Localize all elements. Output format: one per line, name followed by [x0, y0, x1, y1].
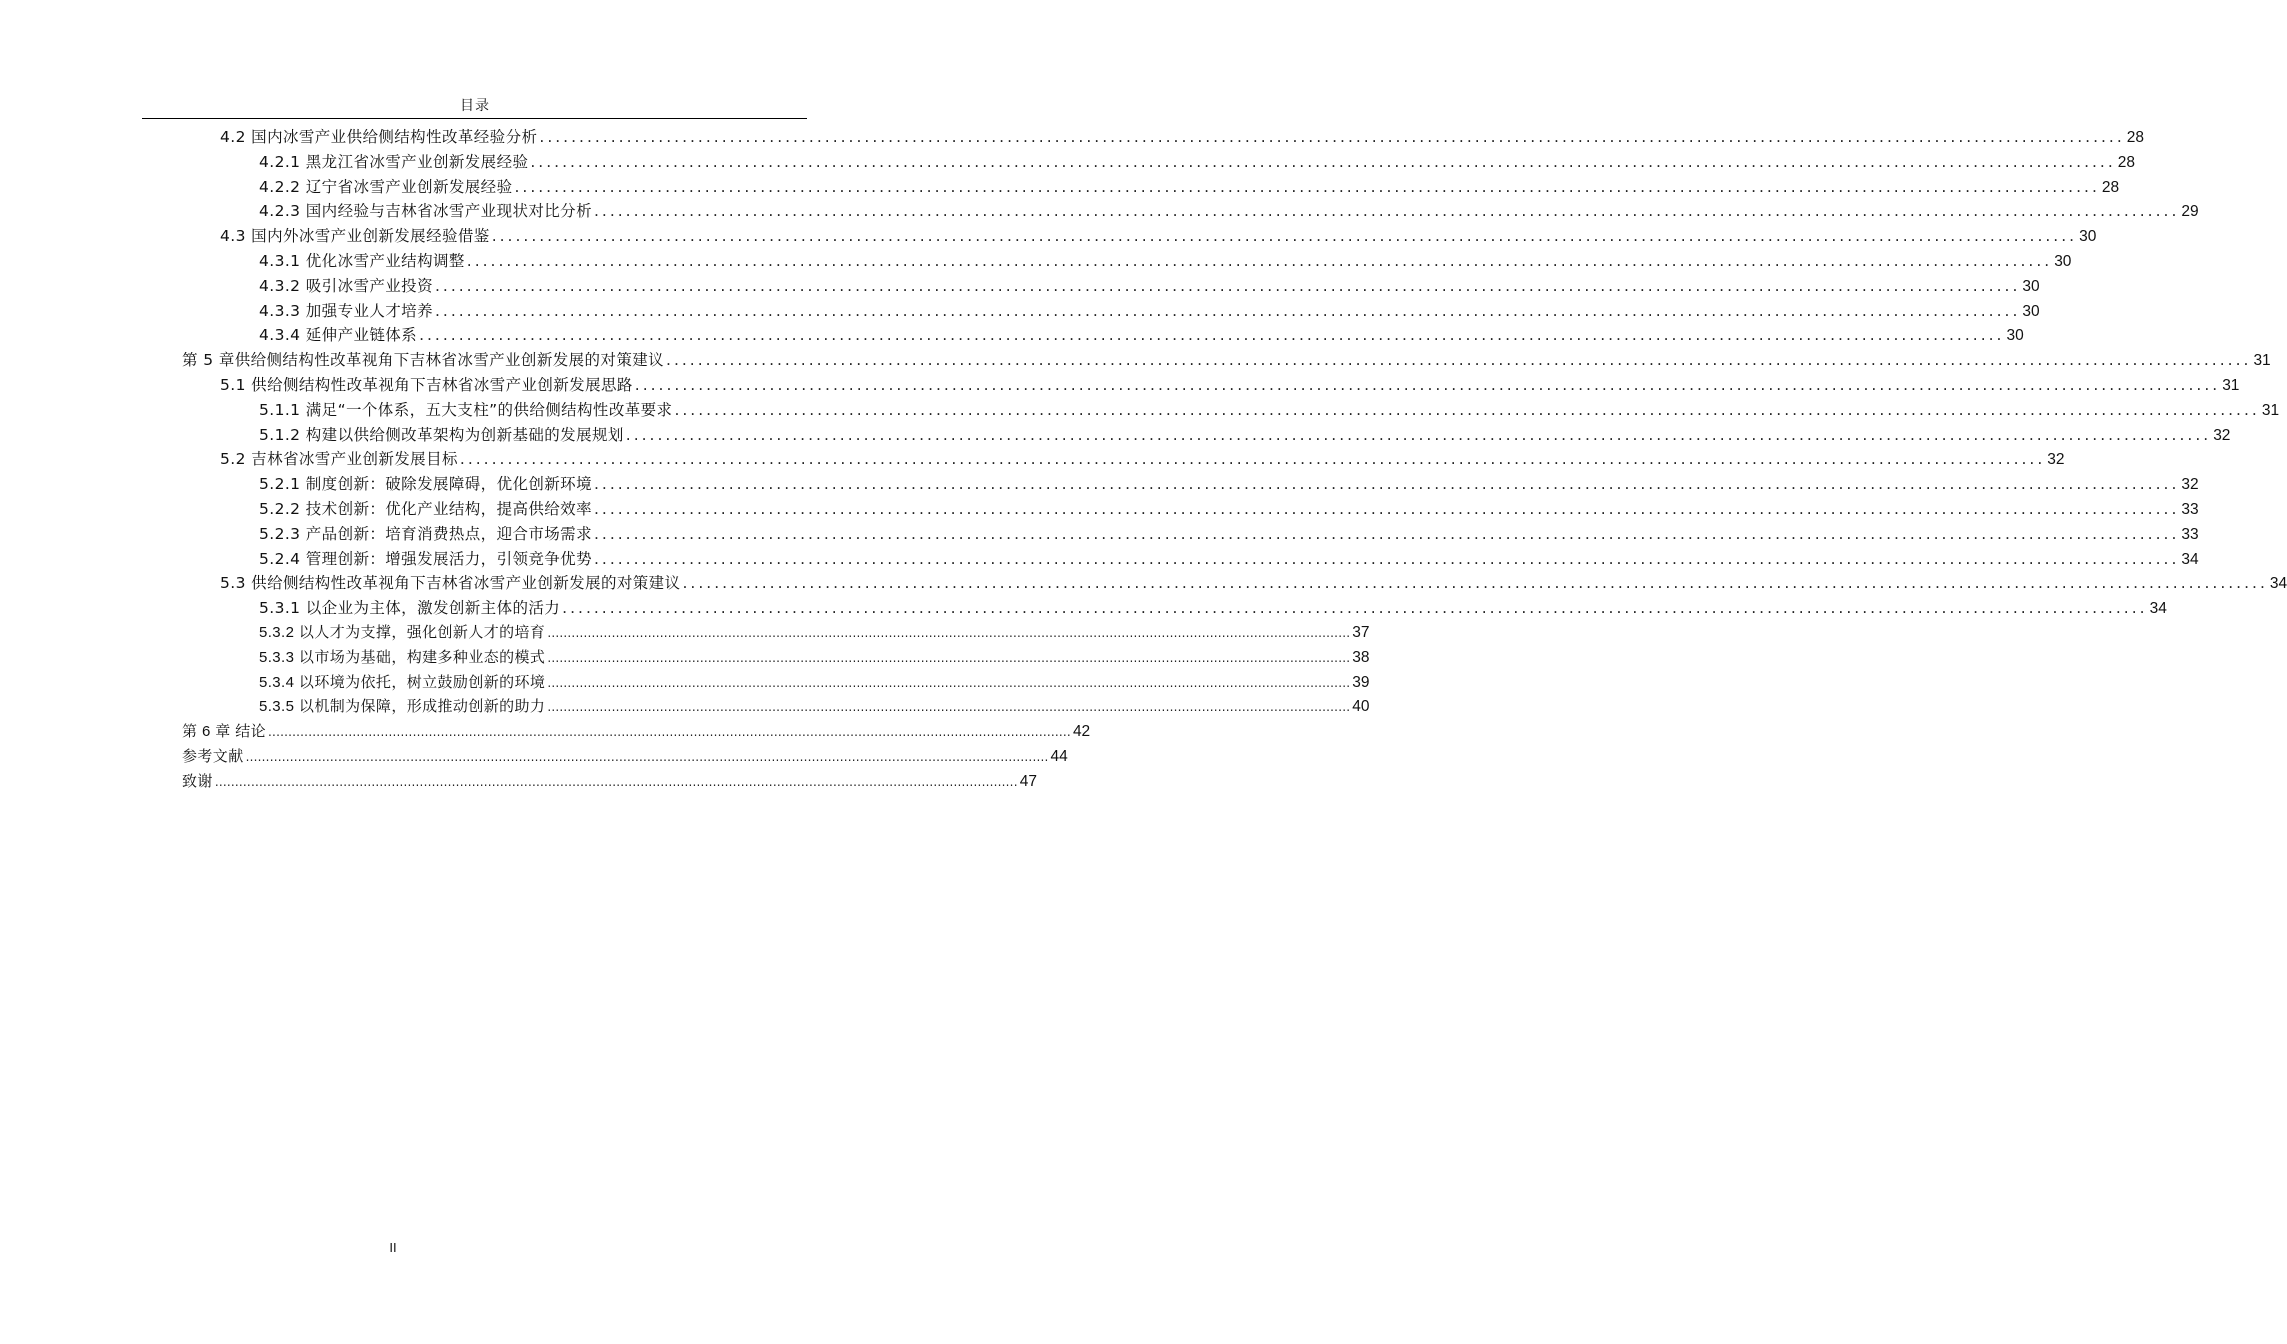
toc-entry-page-number: 28 [2126, 129, 2145, 146]
toc-entry[interactable] [182, 373, 2240, 398]
toc-entry-page-number: 40 [1352, 698, 1370, 716]
toc-dot-leader: ........................................................................................................................................................................................................ [666, 351, 2252, 370]
toc-entry[interactable] [182, 671, 1370, 696]
toc-dot-leader: ........................................................................................................................................................................................................ [547, 700, 1351, 715]
toc-entry-title: 第 5 章供给侧结构性改革视角下吉林省冰雪产业创新发展的对策建议 [182, 351, 665, 370]
toc-dot-leader: ........................................................................................................................................................................................................ [682, 574, 2268, 593]
toc-dot-leader: ........................................................................................................................................................................................................ [514, 177, 2100, 196]
toc-entry-title: 4.2 国内冰雪产业供给侧结构性改革经验分析 [220, 128, 538, 146]
toc-dot-leader: ........................................................................................................................................................................................................ [562, 599, 2148, 618]
toc-entry-page-number: 33 [2181, 500, 2199, 518]
toc-dot-leader: ........................................................................................................................................................................................................ [593, 475, 2180, 494]
toc-dot-leader: ........................................................................................................................................................................................................ [593, 549, 2180, 568]
toc-dot-leader: ........................................................................................................................................................................................................ [214, 774, 1018, 789]
toc-entry-page-number: 47 [1019, 772, 1037, 790]
toc-entry-title: 5.2 吉林省冰雪产业创新发展目标 [220, 450, 458, 469]
toc-entry-title: 4.3.2 吸引冰雪产业投资 [259, 276, 433, 295]
toc-dot-leader: ........................................................................................................................................................................................................ [530, 152, 2116, 171]
toc-entry-page-number: 32 [2181, 476, 2199, 494]
toc-entry[interactable] [182, 596, 2167, 621]
toc-entry-page-number: 32 [2047, 451, 2065, 469]
toc-entry-title: 4.2.2 辽宁省冰雪产业创新发展经验 [259, 177, 513, 196]
toc-entry-page-number: 39 [1352, 673, 1370, 691]
toc-entry-title: 5.3.5 以机制为保障，形成推动创新的助力 [259, 698, 546, 716]
toc-entry-page-number: 28 [2117, 153, 2136, 171]
toc-entry-title: 5.3.1 以企业为主体，激发创新主体的活力 [259, 599, 561, 618]
toc-dot-leader: ........................................................................................................................................................................................................ [547, 650, 1351, 665]
toc-dot-leader: ........................................................................................................................................................................................................ [434, 276, 2021, 295]
toc-entry-page-number: 34 [2149, 600, 2167, 618]
toc-dot-leader: ........................................................................................................................................................................................................ [419, 326, 2005, 345]
toc-entry-title: 5.1.1 满足“一个体系，五大支柱”的供给侧结构性改革要求 [259, 400, 673, 419]
toc-dot-leader: ........................................................................................................................................................................................................ [593, 202, 2180, 221]
toc-entry-title: 4.2.3 国内经验与吉林省冰雪产业现状对比分析 [259, 202, 592, 221]
toc-entry[interactable] [182, 323, 2024, 348]
toc-entry-page-number: 30 [2022, 302, 2040, 320]
toc-entry[interactable] [182, 423, 2231, 448]
toc-entry-page-number: 37 [1352, 623, 1370, 641]
page-header-title: 目录 [460, 98, 490, 114]
toc-entry[interactable] [182, 695, 1370, 720]
toc-dot-leader: ........................................................................................................................................................................................................ [625, 425, 2212, 444]
toc-entry-page-number: 42 [1072, 723, 1091, 741]
toc-dot-leader: ........................................................................................................................................................................................................ [593, 524, 2180, 543]
toc-entry[interactable] [182, 497, 2199, 522]
toc-entry-page-number: 29 [2181, 203, 2199, 221]
toc-entry[interactable] [182, 621, 1370, 646]
toc-entry-title: 5.2.1 制度创新：破除发展障碍，优化创新环境 [259, 475, 592, 494]
toc-entry[interactable] [182, 125, 2145, 150]
toc-entry-page-number: 31 [2261, 401, 2280, 419]
toc-entry-page-number: 30 [2022, 277, 2040, 295]
toc-entry-page-number: 31 [2253, 352, 2271, 370]
toc-entry[interactable] [182, 348, 2271, 373]
toc-entry-page-number: 38 [1352, 648, 1370, 666]
toc-entry-title: 4.2.1 黑龙江省冰雪产业创新发展经验 [259, 152, 529, 171]
toc-entry-title: 5.3.3 以市场为基础，构建多种业态的模式 [259, 648, 546, 666]
toc-entry[interactable] [182, 547, 2199, 572]
toc-entry[interactable] [182, 249, 2072, 274]
toc-entry-title: 4.3.4 延伸产业链体系 [259, 326, 418, 345]
toc-dot-leader: ........................................................................................................................................................................................................ [268, 725, 1071, 740]
toc-entry[interactable] [182, 770, 1037, 795]
toc-entry[interactable] [182, 299, 2040, 324]
toc-entry-title: 5.1.2 构建以供给侧改革架构为创新基础的发展规划 [259, 425, 624, 444]
toc-entry-title: 4.3.3 加强专业人才培养 [259, 301, 433, 320]
toc-entry-title: 第 6 章 结论 [182, 723, 267, 741]
toc-entry[interactable] [182, 274, 2040, 299]
toc-entry[interactable] [182, 150, 2136, 175]
toc-dot-leader: ........................................................................................................................................................................................................ [466, 251, 2053, 270]
toc-entry-title: 5.3.4 以环境为依托，树立鼓励创新的环境 [259, 673, 546, 691]
toc-entry[interactable] [182, 447, 2065, 472]
toc-dot-leader: ........................................................................................................................................................................................................ [434, 301, 2021, 320]
toc-entry-title: 4.3 国内外冰雪产业创新发展经验借鉴 [220, 227, 490, 246]
toc-entry[interactable] [182, 472, 2199, 497]
toc-entry[interactable] [182, 745, 1068, 770]
toc-entry-page-number: 32 [2213, 426, 2231, 444]
toc-dot-leader: ........................................................................................................................................................................................................ [547, 625, 1351, 640]
header-divider [142, 118, 807, 119]
toc-entry-title: 5.3.2 以人才为支撑，强化创新人才的培育 [259, 623, 546, 641]
toc-entry-page-number: 30 [2079, 228, 2097, 246]
toc-entry-page-number: 33 [2181, 525, 2199, 543]
toc-dot-leader: ........................................................................................................................................................................................................ [674, 400, 2260, 419]
toc-entry[interactable] [182, 398, 2280, 423]
toc-entry-title: 5.2.2 技术创新：优化产业结构，提高供给效率 [259, 499, 592, 518]
toc-entry[interactable] [182, 646, 1370, 671]
toc-entry-title: 5.1 供给侧结构性改革视角下吉林省冰雪产业创新发展思路 [220, 375, 633, 394]
toc-entry-page-number: 34 [2181, 550, 2199, 568]
toc-entry-title: 致谢 [182, 772, 213, 790]
toc-entry[interactable] [182, 199, 2199, 224]
toc-entry-page-number: 31 [2222, 376, 2240, 394]
toc-dot-leader: ........................................................................................................................................................................................................ [245, 749, 1049, 764]
toc-entry-page-number: 30 [2006, 327, 2024, 345]
toc-entry[interactable] [182, 720, 1091, 745]
toc-entry[interactable] [182, 224, 2097, 249]
toc-entry-page-number: 34 [2269, 575, 2287, 593]
toc-entry[interactable] [182, 175, 2120, 200]
toc-entry-title: 5.3 供给侧结构性改革视角下吉林省冰雪产业创新发展的对策建议 [220, 574, 681, 593]
toc-entry[interactable] [182, 571, 2287, 596]
toc-entry-page-number: 30 [2054, 252, 2072, 270]
toc-entry-title: 5.2.4 管理创新：增强发展活力，引领竞争优势 [259, 549, 592, 568]
footer-page-number: II [389, 1240, 397, 1255]
toc-dot-leader: ........................................................................................................................................................................................................ [491, 227, 2078, 246]
toc-dot-leader: ........................................................................................................................................................................................................ [547, 675, 1351, 690]
toc-entry-page-number: 44 [1050, 747, 1068, 765]
toc-dot-leader: ........................................................................................................................................................................................................ [459, 450, 2046, 469]
toc-entry-title: 参考文献 [182, 747, 244, 765]
toc-entry-title: 5.2.3 产品创新：培育消费热点，迎合市场需求 [259, 524, 592, 543]
toc-entry[interactable] [182, 522, 2199, 547]
toc-dot-leader: ........................................................................................................................................................................................................ [593, 499, 2180, 518]
toc-entry-page-number: 28 [2101, 178, 2120, 196]
table-of-contents [182, 125, 2287, 795]
toc-dot-leader: ........................................................................................................................................................................................................ [539, 128, 2125, 146]
toc-dot-leader: ........................................................................................................................................................................................................ [634, 375, 2221, 394]
toc-entry-title: 4.3.1 优化冰雪产业结构调整 [259, 251, 465, 270]
